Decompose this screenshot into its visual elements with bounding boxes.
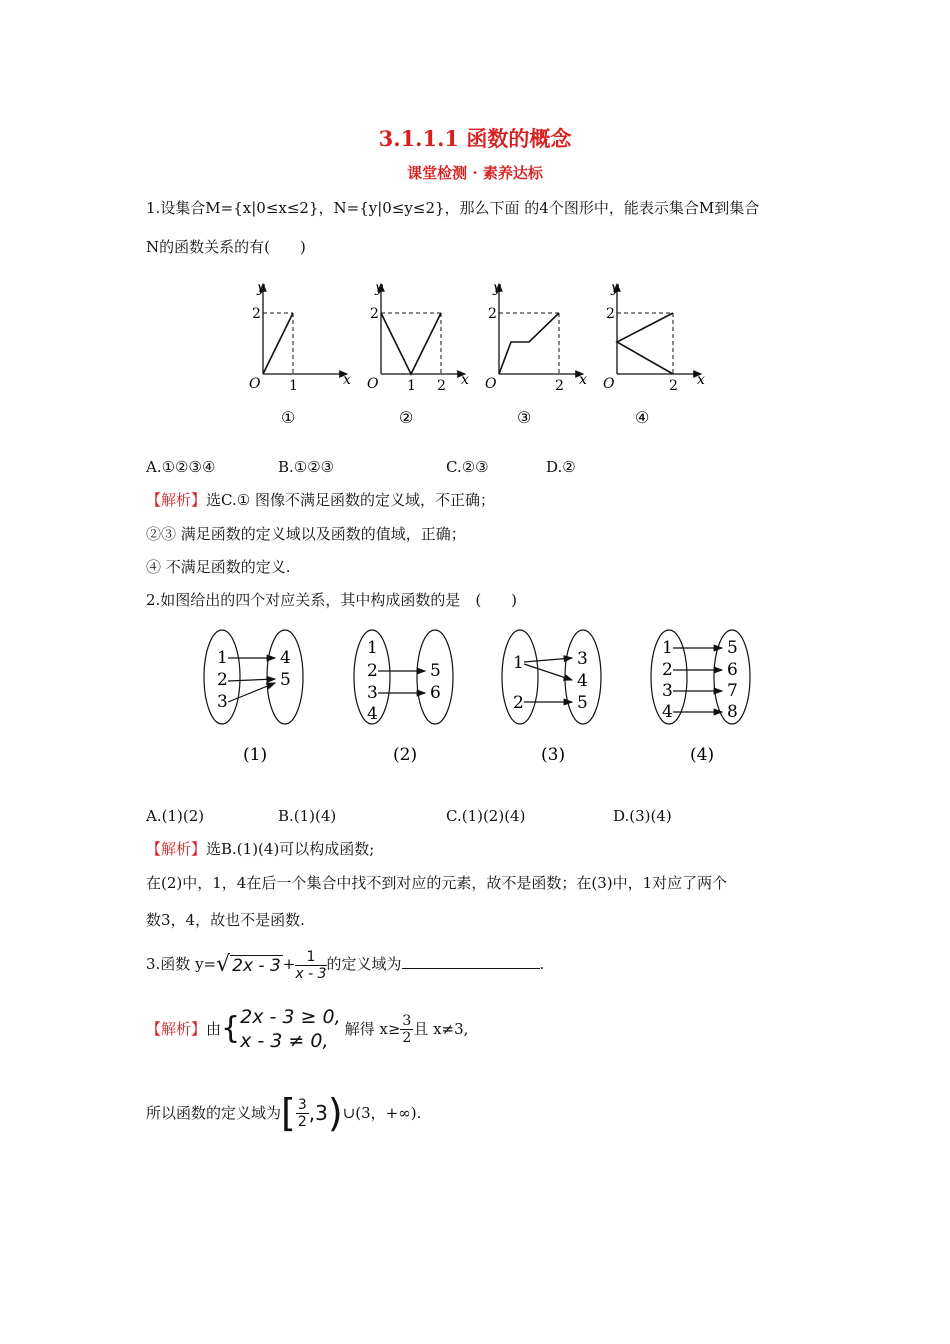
graph-label: ①	[281, 408, 296, 427]
q3-analysis-line1: 【解析】由{ 2x - 3 ≥ 0, x - 3 ≠ 0, 解得 x≥ $\frac{3}{2}$ 且 x≠3,	[146, 1006, 469, 1052]
svg-text:y: y	[611, 280, 619, 296]
q2-stem: 2.如图给出的四个对应关系，其中构成函数的是 ( )	[146, 591, 518, 609]
analysis-tag: 【解析】	[146, 1020, 207, 1038]
q1-stem-line2: N的函数关系的有( )	[146, 238, 306, 256]
svg-text:2: 2	[217, 670, 228, 690]
svg-text:3: 3	[577, 649, 588, 669]
q1-option-b[interactable]: B.①②③	[278, 458, 335, 476]
svg-text:3: 3	[217, 692, 228, 712]
svg-text:4: 4	[280, 648, 291, 668]
svg-text:O: O	[603, 376, 615, 392]
svg-text:1: 1	[407, 378, 416, 394]
svg-text:4: 4	[662, 702, 673, 722]
q1-graphs	[235, 270, 715, 430]
svg-text:1: 1	[513, 653, 524, 673]
svg-text:2: 2	[606, 306, 615, 322]
svg-text:O: O	[485, 376, 497, 392]
svg-text:5: 5	[430, 661, 441, 681]
q3-stem: 3.函数 y=√ 2x - 3 + $\frac{1}{x - 3}$ 的定义域为 .	[146, 948, 545, 982]
svg-text:2: 2	[555, 378, 564, 394]
radicand: 2x - 3	[232, 955, 281, 976]
svg-text:2: 2	[370, 306, 379, 322]
svg-text:6: 6	[430, 683, 441, 703]
q1-option-d[interactable]: D.②	[546, 458, 576, 476]
svg-text:5: 5	[727, 638, 738, 658]
graph-label: ②	[399, 408, 414, 427]
svg-text:2: 2	[367, 661, 378, 681]
diagram-label: (2)	[393, 745, 418, 765]
diagram-label: (1)	[243, 745, 268, 765]
q1-stem-line1: 1.设集合M={x|0≤x≤2}，N={y|0≤y≤2}，那么下面 的4个图形中，能表示集合M到集合	[146, 199, 760, 217]
q2-option-a[interactable]: A.(1)(2)	[146, 807, 205, 825]
mapping-diagram-2	[354, 630, 453, 765]
svg-text:4: 4	[367, 704, 378, 724]
svg-text:4: 4	[577, 671, 588, 691]
page-subtitle: 课堂检测 · 素养达标	[407, 164, 543, 182]
q1-analysis-line2: ②③ 满足函数的定义域以及函数的值域，正确；	[146, 525, 466, 543]
analysis-tag: 【解析】	[146, 491, 207, 509]
svg-text:1: 1	[217, 648, 228, 668]
q2-analysis-line3: 数3，4，故也不是函数.	[146, 911, 305, 929]
mapping-diagram-3	[502, 630, 601, 765]
svg-text:1: 1	[662, 638, 673, 658]
svg-text:x: x	[697, 372, 705, 388]
svg-text:y: y	[493, 280, 501, 296]
svg-text:2: 2	[513, 693, 524, 713]
q3-analysis-line2: 所以函数的定义域为[ $\frac{3}{2}$ ,3)∪(3，+∞).	[146, 1091, 422, 1135]
graph-label: ③	[517, 408, 532, 427]
svg-text:x: x	[579, 372, 587, 388]
svg-text:2: 2	[669, 378, 678, 394]
svg-text:2: 2	[437, 378, 446, 394]
axis-x-label: x	[343, 372, 351, 388]
svg-text:y: y	[375, 280, 383, 296]
q2-option-d[interactable]: D.(3)(4)	[613, 807, 672, 825]
q1-option-a[interactable]: A.①②③④	[146, 458, 216, 476]
q2-analysis-line1: 【解析】选B.(1)(4)可以构成函数;	[146, 840, 375, 858]
q1-option-c[interactable]: C.②③	[446, 458, 489, 476]
diagram-label: (4)	[690, 745, 715, 765]
q2-option-b[interactable]: B.(1)(4)	[278, 807, 337, 825]
q1-analysis-line1: 【解析】选C.① 图像不满足函数的定义域，不正确；	[146, 491, 495, 509]
mapping-diagram-1	[204, 630, 303, 765]
svg-text:6: 6	[727, 660, 738, 680]
origin-label: O	[249, 376, 261, 392]
page-title: 3.1.1.1 函数的概念	[378, 126, 572, 151]
svg-text:3: 3	[367, 683, 378, 703]
q2-mapping-diagrams	[195, 620, 755, 770]
axis-y-label: y	[257, 280, 265, 296]
svg-text:8: 8	[727, 702, 738, 722]
q2-analysis-line2: 在(2)中，1，4在后一个集合中找不到对应的元素，故不是函数；在(3)中，1对应了两个	[146, 874, 728, 892]
tick-label: 1	[289, 378, 298, 394]
svg-text:2: 2	[662, 660, 673, 680]
svg-text:2: 2	[488, 306, 497, 322]
analysis-tag: 【解析】	[146, 840, 207, 858]
diagram-label: (3)	[541, 745, 566, 765]
svg-text:7: 7	[727, 681, 738, 701]
svg-text:3: 3	[662, 681, 673, 701]
svg-text:5: 5	[280, 670, 291, 690]
graph-1	[249, 280, 351, 427]
graph-label: ④	[635, 408, 650, 427]
answer-blank[interactable]	[402, 954, 540, 969]
mapping-diagram-4	[651, 630, 750, 765]
tick-label: 2	[252, 306, 261, 322]
q2-option-c[interactable]: C.(1)(2)(4)	[446, 807, 526, 825]
svg-text:O: O	[367, 376, 379, 392]
graph-2	[367, 280, 469, 427]
svg-text:1: 1	[367, 638, 378, 658]
q1-analysis-line3: ④ 不满足函数的定义.	[146, 558, 291, 576]
graph-4	[603, 280, 705, 427]
graph-3	[485, 280, 587, 427]
svg-text:5: 5	[577, 693, 588, 713]
svg-text:x: x	[461, 372, 469, 388]
